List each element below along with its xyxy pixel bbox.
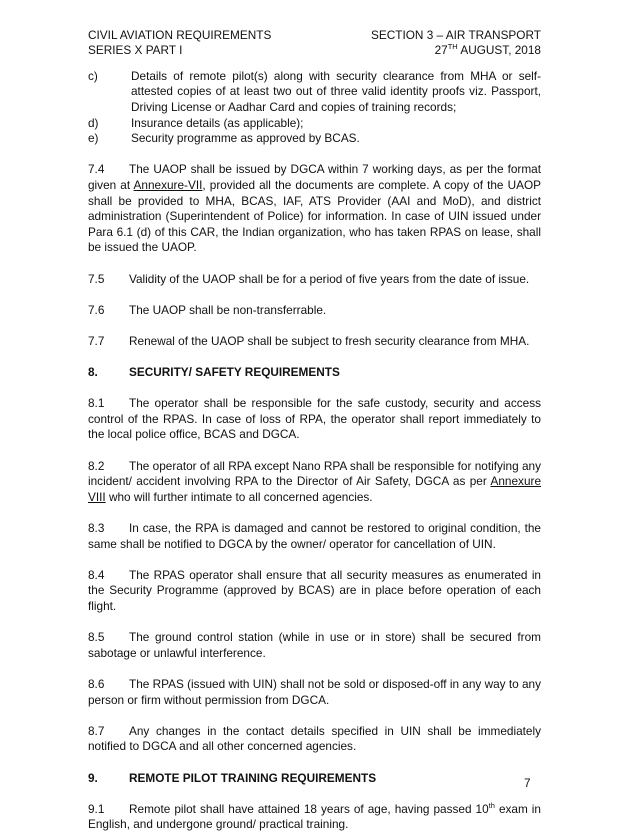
paragraph-7-7: 7.7 Renewal of the UAOP shall be subject to fresh security clearance from MHA. bbox=[88, 333, 530, 348]
list-item bbox=[88, 69, 541, 116]
requirements-list bbox=[88, 69, 541, 147]
paragraph-number: 8.5 bbox=[88, 630, 105, 645]
paragraph-8-5: 8.5 The ground control station (while in use or in store) shall be secured from sabotage or unlawful interference. bbox=[88, 630, 541, 660]
list-item-text: Insurance details (as applicable); bbox=[131, 115, 304, 130]
list-item-text: Details of remote pilot(s) along with security clearance from MHA or self-attested copies of at least two out of three valid identity proofs viz. Passport, Driving License or Aadhar Card and copies of training records; bbox=[131, 68, 541, 114]
header-section: SECTION 3 – AIR TRANSPORT bbox=[370, 28, 541, 42]
header-series: SERIES X PART I bbox=[88, 43, 183, 58]
paragraph-9-1: 9.1 Remote pilot shall have attained 18 years of age, having passed 10th exam in English, and undergone ground/ practical training. bbox=[88, 800, 541, 832]
list-item-label: d) bbox=[88, 115, 99, 130]
paragraph-8-6: 8.6 The RPAS (issued with UIN) shall not be sold or disposed-off in any way to any person or firm without permission from DGCA. bbox=[88, 676, 541, 707]
header-date: 27TH AUGUST, 2018 bbox=[434, 42, 541, 58]
paragraph-8-1: 8.1 The operator shall be responsible for the safe custody, security and access control of the RPAS. In case of loss of RPA, the operator shall report immediately to the local police office, BCAS and DGCA. bbox=[88, 396, 541, 442]
paragraph-number: 8.6 bbox=[88, 676, 105, 691]
header-left bbox=[88, 28, 271, 59]
annexure-vii-link[interactable]: Annexure-VII bbox=[133, 177, 203, 192]
paragraph-8-3: 8.3 In case, the RPA is damaged and cannot be restored to original condition, the same shall be notified to DGCA by the owner/ operator for cancellation of UIN. bbox=[88, 521, 541, 551]
list-item-label: e) bbox=[88, 131, 99, 146]
list-item bbox=[88, 131, 541, 147]
section-heading-9: 9. REMOTE PILOT TRAINING REQUIREMENTS bbox=[88, 770, 377, 785]
document-page bbox=[88, 28, 541, 833]
paragraph-7-5: 7.5 Validity of the UAOP shall be for a period of five years from the date of issue. bbox=[88, 271, 530, 286]
annexure-viii-link[interactable]: Annexure VIII bbox=[88, 474, 541, 504]
paragraph-8-2: 8.2 The operator of all RPA except Nano RPA shall be responsible for notifying any incident/ accident involving RPA to the Director of Air Safety, DGCA as per Annexure VIII who will further intimate to all concerned agencies. bbox=[88, 458, 541, 504]
list-item bbox=[88, 116, 541, 132]
paragraph-8-4: 8.4 The RPAS operator shall ensure that all security measures as enumerated in the Security Programme (approved by BCAS) are in place before operation of each flight. bbox=[88, 567, 541, 613]
paragraph-8-7: 8.7 Any changes in the contact details specified in UIN shall be immediately notified to DGCA and all other concerned agencies. bbox=[88, 723, 541, 754]
header-right bbox=[371, 28, 541, 59]
paragraph-number: 8.7 bbox=[88, 723, 105, 738]
section-heading-8: 8. SECURITY/ SAFETY REQUIREMENTS bbox=[88, 365, 340, 380]
paragraph-number: 7.6 bbox=[88, 302, 105, 317]
paragraph-number: 8.3 bbox=[88, 521, 105, 536]
paragraph-number: 7.4 bbox=[88, 162, 105, 177]
list-item-label: c) bbox=[88, 68, 98, 83]
paragraph-number: 7.7 bbox=[88, 333, 105, 348]
paragraph-number: 7.5 bbox=[88, 271, 105, 286]
paragraph-number: 8.4 bbox=[88, 567, 105, 582]
paragraph-7-4: 7.4 The UAOP shall be issued by DGCA within 7 working days, as per the format given at Annexure-VII, provided all the documents are complete. A copy of the UAOP shall be provided to MHA, BCAS, IAF, ATS Provider (AAI and MoD), and district administration (Superintendent of Police) for information. In case of UIN issued under Para 6.1 (d) of this CAR, the Indian organization, who has taken RPAS on lease, shall be issued the UAOP. bbox=[88, 162, 541, 255]
paragraph-7-6: 7.6 The UAOP shall be non-transferrable. bbox=[88, 302, 327, 317]
paragraph-number: 8.1 bbox=[88, 396, 105, 411]
page-number: 7 bbox=[524, 776, 531, 790]
page-header bbox=[88, 28, 541, 59]
paragraph-number: 8.2 bbox=[88, 458, 105, 473]
list-item-text: Security programme as approved by BCAS. bbox=[131, 131, 360, 146]
paragraph-number: 9.1 bbox=[88, 801, 105, 816]
header-title: CIVIL AVIATION REQUIREMENTS bbox=[88, 28, 272, 42]
